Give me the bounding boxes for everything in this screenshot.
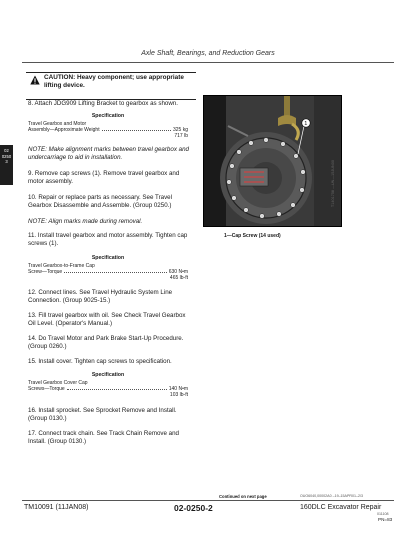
spec-value: 325 kg (172, 126, 188, 133)
spec-label-line: Travel Gearbox Cover Cap (28, 379, 88, 386)
section-tab-line3: 3 (5, 159, 8, 164)
leader-dots (102, 127, 171, 131)
step-16: 16. Install sprocket. See Sprocket Remove and Install. (Group 0130.) (28, 407, 177, 422)
section-tab (0, 145, 13, 185)
print-page: PN=83 (378, 517, 393, 522)
step-12: 12. Connect lines. See Travel Hydraulic System Line Connection. (Group 9025-15.) (28, 289, 173, 304)
step-14: 14. Do Travel Motor and Park Brake Start-Up Procedure. (Group 0260.) (28, 335, 184, 350)
photo-callout-number: 1 (304, 121, 308, 128)
spec-label: Screw—Torque (28, 268, 63, 275)
continued-label: Continued on next page (219, 494, 267, 499)
leader-dots (64, 269, 167, 273)
note-align-marks: NOTE: Align marks made during removal. (28, 218, 143, 225)
header-rule (22, 62, 394, 63)
manual-id: TM10091 (11JAN08) (24, 504, 89, 511)
gearbox-illustration (204, 96, 341, 226)
photo-caption: 1—Cap Screw (14 used) (224, 233, 281, 239)
step-10: 10. Repair or replace parts as necessary. See Travel Gearbox Disassemble and Assemble. (Group 0250.) (28, 194, 172, 209)
step-9: 9. Remove cap screws (1). Remove travel gearbox and motor assembly. (28, 170, 180, 185)
spec-alt-value: 103 lb-ft (169, 391, 188, 398)
spec-label-line: Travel Gearbox and Motor (28, 120, 87, 127)
photo-code: T1401758 —UN—15JUN00 (331, 160, 335, 208)
leader-dots (67, 386, 167, 390)
spec-block-weight (28, 113, 188, 139)
warning-triangle-icon (30, 75, 40, 85)
spec-block-cover-torque (28, 372, 188, 398)
spec-heading: Specification (91, 113, 125, 119)
page-number: 02-0250-2 (174, 503, 213, 513)
spec-block-frame-torque (28, 255, 188, 281)
step-13: 13. Fill travel gearbox with oil. See Check Travel Gearbox Oil Level. (Operator's Manual.) (28, 312, 186, 327)
gearbox-photo (203, 95, 342, 227)
footer-rule (22, 500, 394, 501)
spec-label-line: Travel Gearbox-to-Frame Cap (28, 262, 95, 269)
spec-heading: Specification (91, 255, 125, 261)
spec-heading: Specification (91, 372, 125, 378)
section-tab-line1: 02 (4, 148, 9, 153)
step-8: 8. Attach JDG909 Lifting Bracket to gearbox as shown. (28, 100, 178, 107)
manual-title: 160DLC Excavator Repair (300, 504, 382, 511)
spec-value: 630 N•m (168, 268, 188, 275)
footer-date: 011108 (377, 512, 389, 516)
spec-value: 140 N•m (168, 385, 188, 392)
spec-label: Assembly—Approximate Weight (28, 126, 100, 133)
caution-text: CAUTION: Heavy component; use appropriate lifting device. (44, 74, 184, 89)
spec-alt-value: 465 lb-ft (169, 274, 188, 281)
step-15: 15. Install cover. Tighten cap screws to specification. (28, 358, 172, 365)
spec-alt-value: 717 lb (174, 132, 188, 139)
footer-code: OUO6040,00002A0 –19–15APR01–2/3 (300, 494, 363, 498)
spec-label: Screws—Torque (28, 385, 65, 392)
page-header-title: Axle Shaft, Bearings, and Reduction Gears (141, 50, 275, 57)
note-alignment-marks: NOTE: Make alignment marks between travel gearbox and undercarriage to aid in installation. (28, 146, 189, 161)
step-11: 11. Install travel gearbox and motor assembly. Tighten cap screws (1). (28, 232, 188, 247)
step-17: 17. Connect track chain. See Track Chain Remove and Install. (Group 0130.) (28, 430, 179, 445)
section-tab-line2: 0250 (1, 153, 12, 159)
